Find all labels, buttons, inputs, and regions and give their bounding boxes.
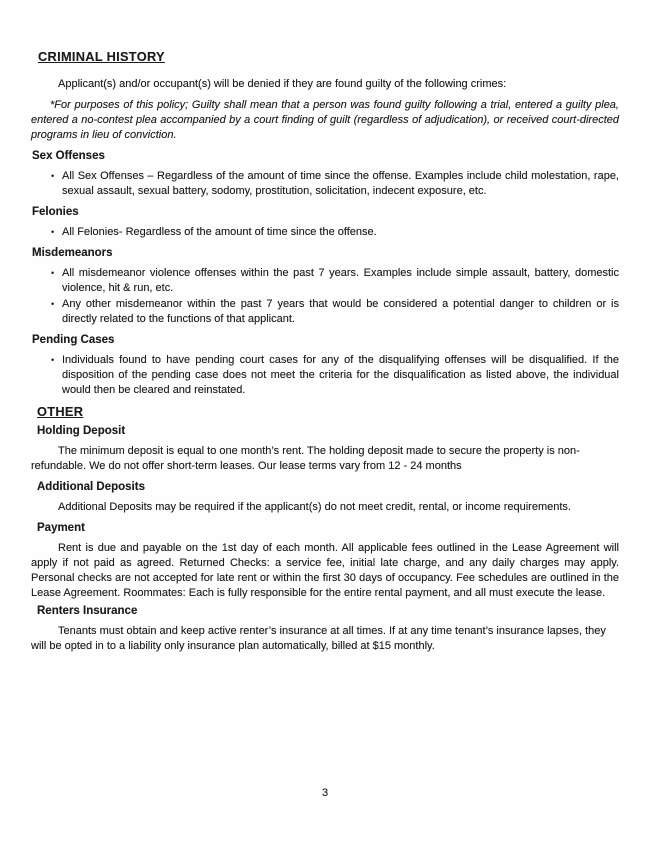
subheading-felonies: Felonies: [32, 206, 79, 218]
subheading-holding-deposit: Holding Deposit: [37, 425, 126, 437]
subheading-additional-deposits: Additional Deposits: [37, 481, 145, 493]
sex-offenses-list: [31, 169, 619, 199]
pending-cases-list: [31, 353, 619, 398]
section-heading-other: OTHER: [37, 404, 84, 419]
guilty-definition-note: *For purposes of this policy; Guilty shall mean that a person was found guilty following a trial, entered a guilty plea, entered a no-contest plea accompanied by a court finding of guilt (regardless of adjudication), or received court-directed programs in lieu of conviction.: [31, 99, 619, 141]
subheading-payment: Payment: [37, 522, 85, 534]
subheading-renters-insurance: Renters Insurance: [37, 605, 138, 617]
additional-deposits-paragraph: Additional Deposits may be required if the applicant(s) do not meet credit, rental, or income requirements.: [58, 501, 571, 513]
section-heading-criminal-history: CRIMINAL HISTORY: [38, 49, 165, 64]
bullet-item: • Any other misdemeanor within the past 7 years that would be considered a potential danger to children or is directly related to the functions of that applicant.: [31, 297, 619, 327]
holding-deposit-paragraph: The minimum deposit is equal to one month’s rent. The holding deposit made to secure the property is non- refundable. We do not offer short-term leases. Our lease terms vary from 12 - 24 months: [31, 445, 580, 472]
subheading-pending-cases: Pending Cases: [32, 334, 115, 346]
misdemeanors-list: [31, 266, 619, 327]
renters-insurance-paragraph: Tenants must obtain and keep active renter’s insurance at all times. If at any time tenant’s insurance lapses, they will be opted in to a liability only insurance plan automatically, billed at $15 monthly.: [31, 625, 606, 652]
bullet-item: • All Felonies- Regardless of the amount of time since the offense.: [31, 225, 619, 240]
page-content: [31, 49, 619, 660]
felonies-list: [31, 225, 619, 240]
payment-paragraph: Rent is due and payable on the 1st day of each month. All applicable fees outlined in the Lease Agreement will apply if not paid as agreed. Returned Checks: a service fee, initial late charge, and any daily charges may apply. Personal checks are not accepted for late rent or within the first 30 days of occupancy. Fee schedules are outlined in the Lease Agreement. Roommates: Each is fully responsible for the entire rental payment, and all must execute the lease.: [31, 542, 619, 599]
bullet-item: • All misdemeanor violence offenses within the past 7 years. Examples include simple assault, battery, domestic violence, hit & run, etc.: [31, 266, 619, 296]
bullet-item: • Individuals found to have pending court cases for any of the disqualifying offenses will be disqualified. If the disposition of the pending case does not meet the criteria for the disqualification as listed above, the individual would then be cleared and reinstated.: [31, 353, 619, 398]
page-number: 3: [321, 787, 329, 799]
criminal-history-intro-paragraph: Applicant(s) and/or occupant(s) will be denied if they are found guilty of the following crimes:: [58, 78, 507, 90]
subheading-sex-offenses: Sex Offenses: [32, 150, 105, 162]
bullet-item: • All Sex Offenses – Regardless of the amount of time since the offense. Examples include child molestation, rape, sexual assault, sexual battery, sodomy, prostitution, solicitation, indecent exposure, etc.: [31, 169, 619, 199]
subheading-misdemeanors: Misdemeanors: [32, 247, 113, 259]
